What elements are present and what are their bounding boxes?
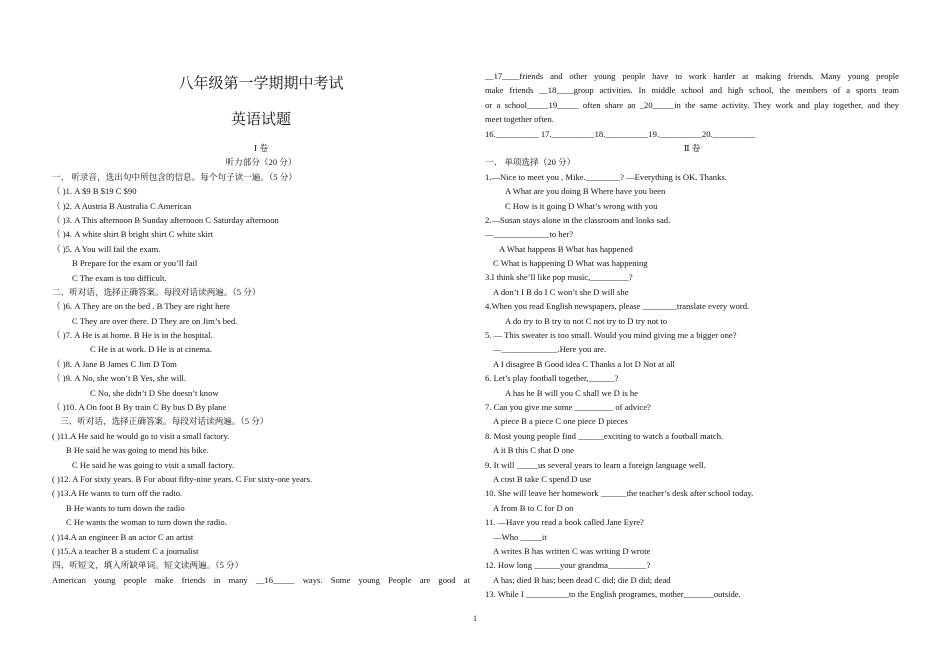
right-text-line: 11. —Have you read a book called Jane Eyre?	[485, 517, 644, 528]
right-text-line: A do try to B try to not C not try to D try not to	[505, 315, 668, 326]
right-text-line: 6. Let’s play football together,______?	[485, 373, 619, 384]
left-text-line: Ⅰ 卷	[253, 143, 269, 153]
left-text-line: C He wants the woman to turn down the radio.	[66, 517, 227, 528]
left-text-line: American young people make friends in many __16_____ ways. Some young People are good at	[52, 574, 470, 585]
right-text-line: 3.I think she’ll like pop music,_________?	[485, 272, 633, 283]
left-text-line: ( )12. A For sixty years. B For about fifty-nine years. C For sixty-one years.	[52, 473, 313, 484]
right-text-line: A writes B has written C was writing D wrote	[493, 545, 651, 556]
left-text-line: 一、 听录音，选出句中所包含的信息。每个句子读一遍。（5 分）	[52, 171, 297, 182]
exam-title: 八年级第一学期期中考试	[178, 76, 344, 92]
right-text-line: Ⅱ 卷	[683, 142, 701, 153]
left-text-line: （ )1. A $9 B $19 C $90	[52, 186, 137, 197]
right-text-line: —_____________.Here you are.	[493, 344, 607, 355]
right-text-line: —_____________to her?	[485, 229, 574, 240]
left-text-line: 三、听对话，选择正确答案。每段对话读两遍。（5 分）	[60, 416, 269, 427]
right-text-line: A it B this C that D one	[493, 445, 574, 456]
page-number: 1	[473, 614, 477, 623]
left-text-line: B He said he was going to mend his bike.	[66, 445, 209, 456]
left-text-line: C He is at work. D He is at cinema.	[90, 344, 212, 355]
left-text-line: （ )7. A He is at home. B He is in the hospital.	[52, 330, 213, 341]
left-text-line: C No, she didn’t D She doesn’t know	[90, 387, 219, 398]
right-text-line: 8. Most young people find ______exciting to watch a football match.	[485, 430, 724, 441]
right-text-line: make friends __18____group activities. In middle school and high school, the members of a sports team	[485, 85, 899, 96]
left-text-line: （ )6. A They are on the bed . B They are right here	[52, 301, 230, 312]
right-text-line: 10. She will leave her homework ______the teacher’s desk after school today.	[485, 488, 754, 499]
left-text-line: ( )13.A He wants to turn off the radio.	[52, 488, 183, 499]
right-text-line: 1.—Nice to meet you , Mike.________? —Everything is OK. Thanks.	[485, 171, 727, 182]
left-text-line: C He said he was going to visit a small factory.	[72, 459, 234, 470]
right-text-line: A don’t I B do I C won’t she D will she	[493, 286, 629, 297]
right-text-line: A has; died B has; been dead C did; die D did; dead	[493, 574, 671, 585]
left-text-line: B Prepare for the exam or you’ll fail	[72, 258, 198, 269]
left-text-line: C They are over there. D They are on Jim’s bed.	[72, 315, 238, 326]
left-text-line: （ )3. A This afternoon B Sunday afternoon C Saturday afternoon	[52, 214, 279, 225]
right-text-line: 13. While I __________to the English programes, mother_______outside.	[485, 589, 741, 600]
right-text-line: A from B to C for D on	[493, 502, 574, 513]
left-text-line: （ )8. A Jane B James C Jim D Tom	[52, 358, 177, 369]
right-text-line: 7. Can you give me some _________ of advice?	[485, 401, 651, 412]
left-column	[52, 141, 470, 587]
left-text-line: （ )4. A white shirt B bright shirt C white skirt	[52, 229, 214, 240]
right-text-line: 16.__________ 17.__________18.__________19.__________20.__________	[485, 128, 756, 139]
right-column	[485, 69, 899, 601]
right-text-line: A piece B a piece C one piece D pieces	[493, 416, 628, 427]
left-text-line: ( )14.A an engineer B an actor C an artist	[52, 531, 194, 542]
right-text-line: 5. — This sweater is too small. Would you mind giving me a bigger one?	[485, 330, 737, 341]
left-text-line: 听力部分（20 分）	[225, 157, 297, 168]
right-text-line: 一、 单项选择（20 分）	[485, 157, 576, 168]
right-text-line: A cost B take C spend D use	[493, 473, 592, 484]
exam-subtitle: 英语试题	[230, 112, 291, 128]
left-text-line: （ )10. A On foot B By train C By bus D By plane	[52, 402, 227, 413]
right-text-line: 9. It will _____us several years to learn a foreign language well.	[485, 459, 706, 470]
right-text-line: __17____friends and other young people have to work harder at making friends. Many young people	[485, 71, 899, 81]
right-text-line: —Who _____it	[493, 531, 547, 542]
right-text-line: C How is it going D What’s wrong with you	[505, 200, 658, 211]
left-text-line: （ )2. A Austria B Australia C American	[52, 200, 192, 211]
left-text-line: （ )5. A You will fail the exam.	[52, 243, 161, 254]
right-text-line: meet together often.	[485, 114, 554, 125]
left-text-line: 二、听对话，选择正确答案。每段对话读两遍。（5 分）	[52, 286, 261, 297]
right-text-line: 12. How long ______your grandma_________?	[485, 560, 651, 571]
left-text-line: 四、听短文，填入所缺单词。短文读两遍。（5 分）	[52, 560, 244, 571]
left-text-line: C The exam is too difficult.	[72, 272, 167, 283]
right-text-line: A What happens B What has happened	[499, 243, 633, 254]
left-text-line: （ )9. A No, she won’t B Yes, she will.	[52, 373, 187, 384]
right-text-line: A has he B will you C shall we D is he	[505, 387, 638, 398]
right-text-line: or a school_____19_____ often share an _20_____in the same activity. They work and play together, and they	[485, 99, 899, 110]
left-text-line: B He wants to turn down the radio	[66, 502, 185, 513]
right-text-line: 4.When you read English newspapers, please ________translate every word.	[485, 301, 750, 312]
right-text-line: 2.—Susan stays alone in the classroom and looks sad.	[485, 214, 671, 225]
left-text-line: ( )15.A a teacher B a student C a journalist	[52, 545, 199, 556]
right-text-line: A What are you doing B Where have you been	[505, 186, 666, 197]
left-text-line: ( )11.A He said he would go to visit a small factory.	[52, 430, 230, 441]
right-text-line: A I disagree B Good idea C Thanks a lot D Not at all	[493, 358, 675, 369]
right-text-line: C What is happening D What was happening	[493, 258, 648, 269]
